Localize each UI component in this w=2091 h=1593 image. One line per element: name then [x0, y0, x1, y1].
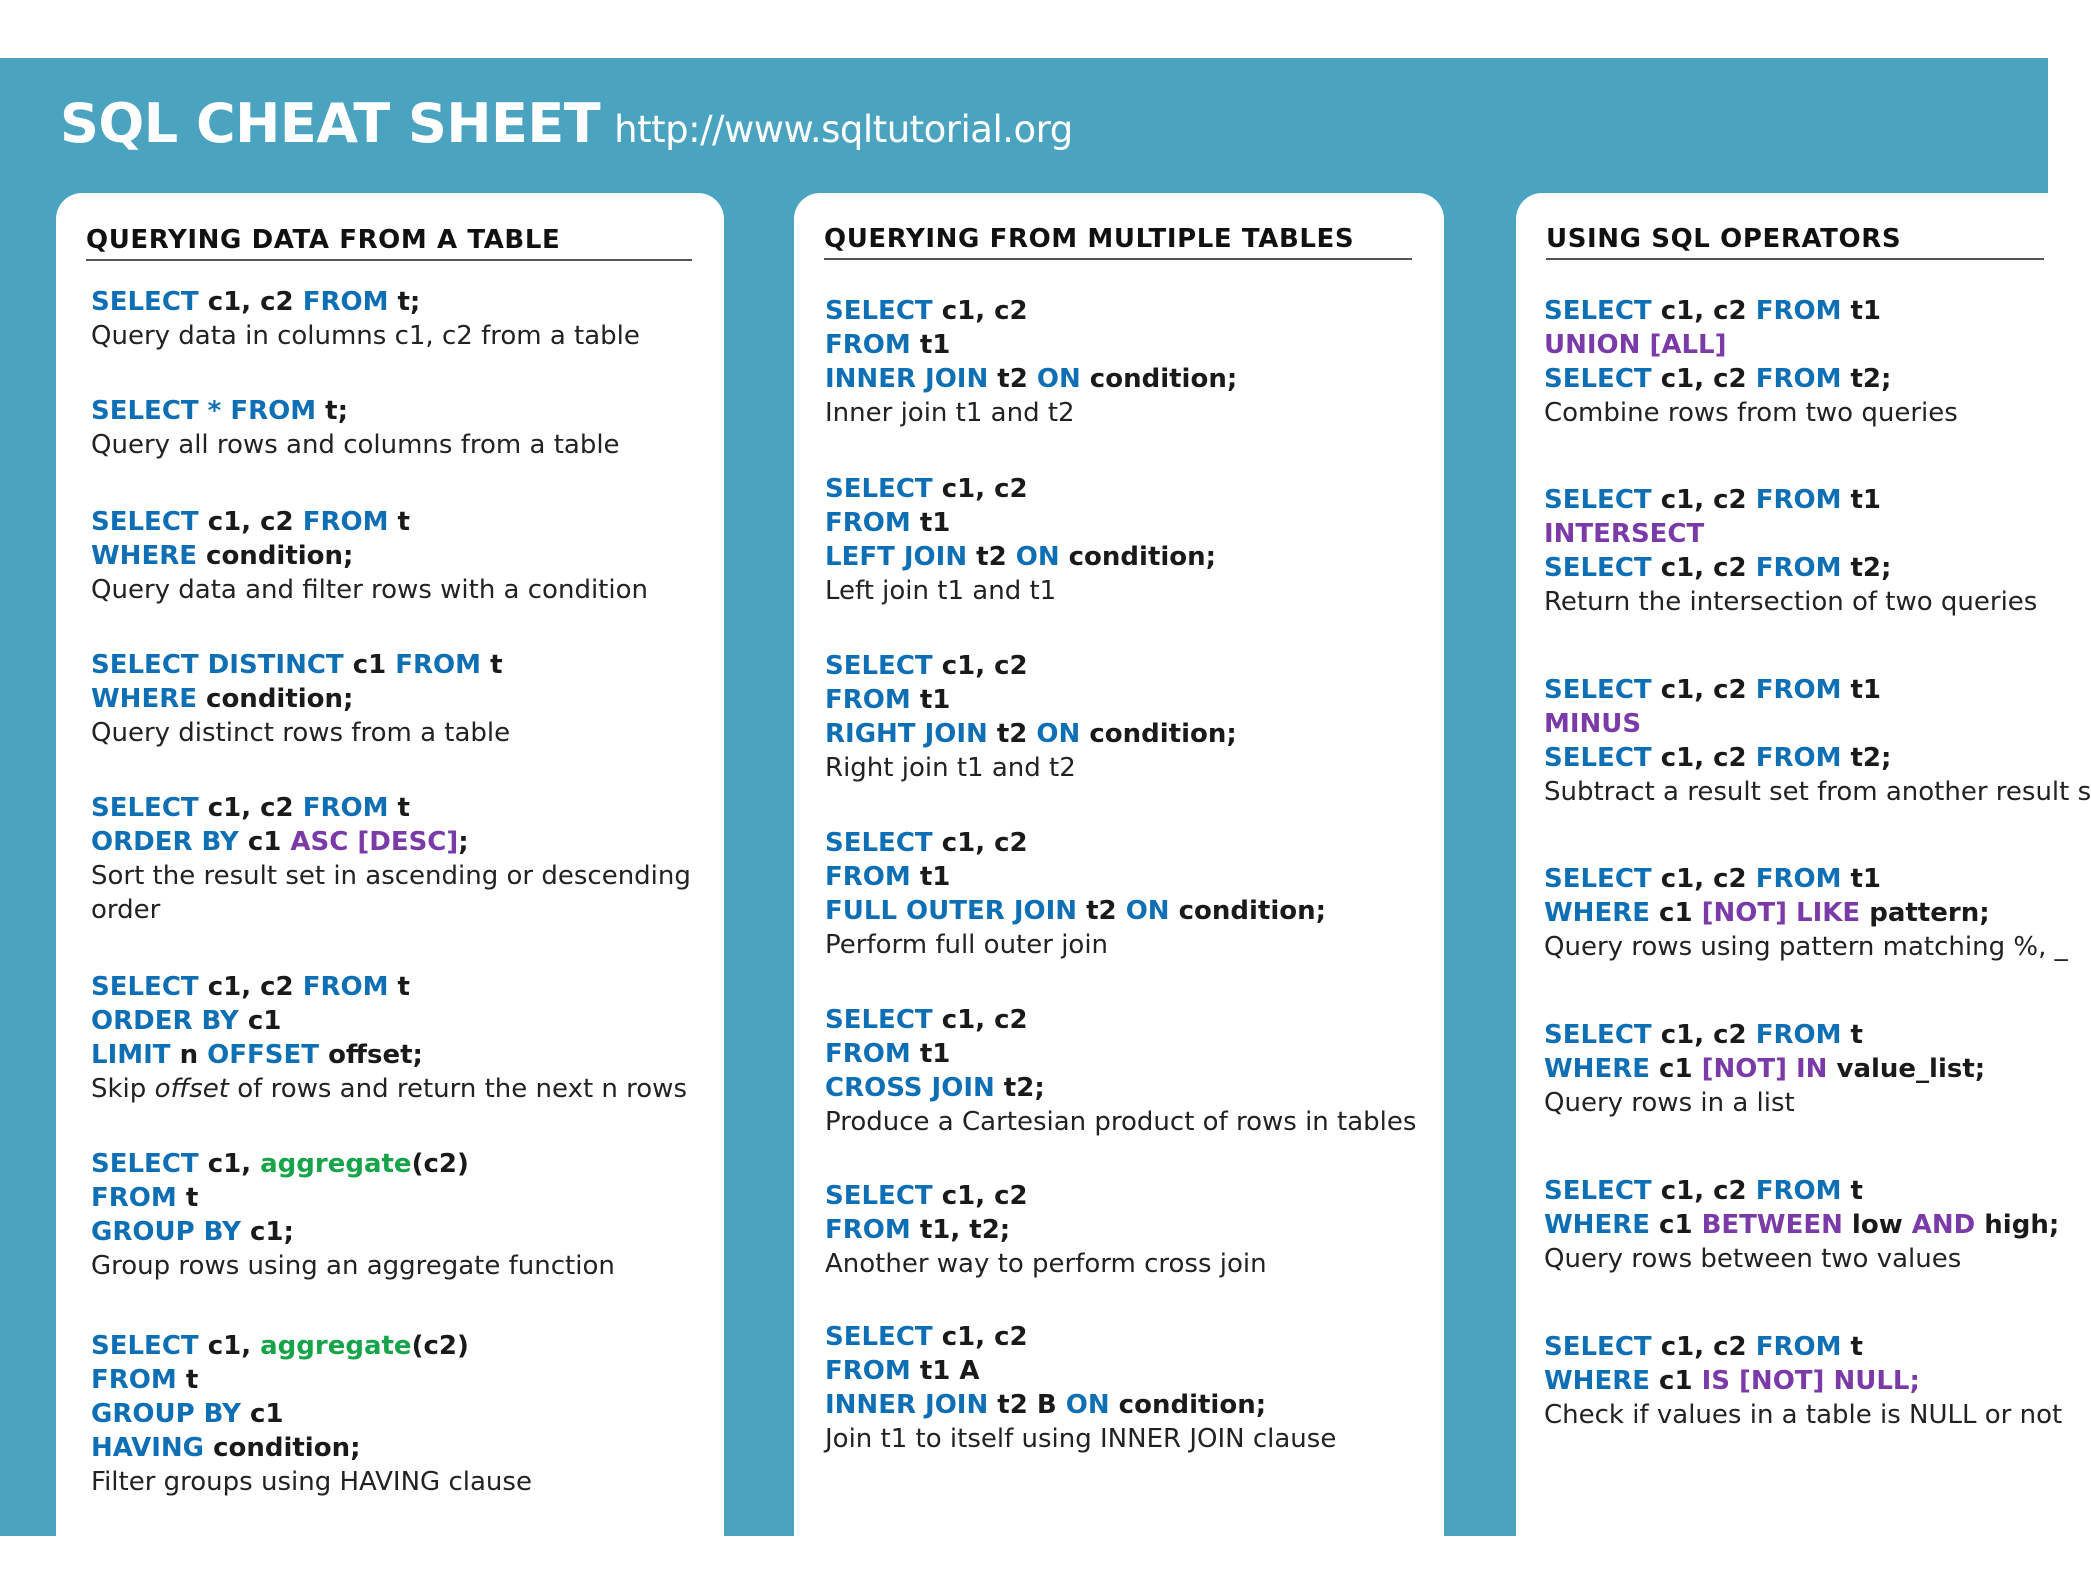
sql-entry — [825, 294, 1237, 430]
sql-entry — [91, 791, 691, 927]
code-keyword: BETWEEN — [1701, 1210, 1843, 1240]
code-keyword: FROM — [1755, 1332, 1842, 1362]
code-keyword: FROM — [395, 650, 482, 680]
code-keyword: WHERE — [91, 541, 197, 571]
code-text: c1, c2 — [1651, 553, 1756, 583]
code-line — [825, 1388, 1336, 1422]
header — [60, 92, 1073, 155]
entry-description: Return the intersection of two queries — [1544, 587, 2038, 617]
sql-entry — [91, 970, 687, 1106]
code-keyword: FROM — [825, 330, 911, 360]
code-text: n — [170, 1040, 208, 1070]
code-line — [825, 683, 1237, 717]
code-keyword: SELECT — [825, 1181, 933, 1211]
entry-description: Sort the result set in ascending or descending — [91, 861, 691, 891]
code-keyword: SELECT — [825, 1005, 933, 1035]
sql-entry — [1544, 294, 1958, 430]
page-title: SQL CHEAT SHEET — [60, 92, 601, 155]
code-text: c1 — [1649, 898, 1702, 928]
panel-multiple-tables — [794, 193, 1444, 1593]
entry-description: Query distinct rows from a table — [91, 718, 511, 748]
code-keyword: SELECT — [825, 1322, 933, 1352]
code-line — [91, 1038, 687, 1072]
code-text: c1, c2 — [1651, 1020, 1756, 1050]
code-keyword: FROM — [302, 507, 389, 537]
code-keyword: FROM — [91, 1183, 177, 1213]
code-line — [1544, 1330, 2062, 1364]
code-keyword: FROM — [1755, 1020, 1842, 1050]
entry-description: Skip offset of rows and return the next n rows — [91, 1074, 687, 1104]
code-text: condition; — [1059, 542, 1217, 572]
code-line — [91, 1004, 687, 1038]
code-text: t1 — [1841, 675, 1882, 705]
code-keyword: LEFT JOIN — [825, 542, 968, 572]
code-text: c1, c2 — [198, 793, 303, 823]
code-keyword: SELECT — [1544, 296, 1652, 326]
code-text: value_list; — [1827, 1054, 1986, 1084]
code-keyword: INNER JOIN — [825, 1390, 989, 1420]
code-text: t; — [388, 287, 421, 317]
code-line — [91, 1215, 615, 1249]
code-text: t2 — [988, 364, 1037, 394]
code-text: c1 — [238, 1006, 282, 1036]
code-line — [825, 472, 1216, 506]
code-line — [825, 1179, 1267, 1213]
code-line — [825, 1071, 1416, 1105]
sql-entry — [1544, 1330, 2062, 1432]
code-line — [825, 506, 1216, 540]
code-keyword: UNION [ALL] — [1544, 330, 1727, 360]
entry-description: Right join t1 and t2 — [825, 753, 1076, 783]
code-line — [1544, 741, 2091, 775]
sql-entry — [825, 472, 1216, 608]
code-line — [825, 328, 1237, 362]
code-text: t2 — [1077, 896, 1126, 926]
code-line — [91, 648, 510, 682]
code-text: c1, — [198, 1149, 261, 1179]
code-text: t — [388, 793, 410, 823]
code-keyword: SELECT — [91, 507, 199, 537]
entry-description: Another way to perform cross join — [825, 1249, 1267, 1279]
code-text: high; — [1975, 1210, 2060, 1240]
code-line — [91, 1181, 615, 1215]
panel-title: QUERYING DATA FROM A TABLE — [86, 225, 692, 261]
code-keyword: SELECT DISTINCT — [91, 650, 344, 680]
code-line — [91, 682, 510, 716]
code-keyword: CROSS JOIN — [825, 1073, 995, 1103]
sql-entry — [1544, 862, 2068, 964]
code-text: c1, c2 — [932, 828, 1028, 858]
code-text: t1 — [1841, 296, 1882, 326]
code-keyword: SELECT — [825, 474, 933, 504]
code-keyword: SELECT — [91, 287, 199, 317]
code-text: t1, t2; — [910, 1215, 1011, 1245]
sql-entry — [1544, 1174, 2059, 1276]
code-line — [1544, 1208, 2059, 1242]
site-url[interactable]: http://www.sqltutorial.org — [614, 108, 1073, 151]
entry-description: Query rows using pattern matching %, _ — [1544, 932, 2068, 962]
code-text: condition; — [196, 684, 354, 714]
code-keyword: ON — [1036, 364, 1081, 394]
code-keyword: SELECT — [91, 972, 199, 1002]
code-text: c1 — [240, 1399, 284, 1429]
code-text: t — [1841, 1020, 1863, 1050]
panel-title: USING SQL OPERATORS — [1546, 224, 2044, 260]
code-keyword: FROM — [825, 1039, 911, 1069]
code-line — [91, 970, 687, 1004]
code-text: t1 — [910, 508, 951, 538]
code-keyword: HAVING — [91, 1433, 205, 1463]
code-keyword: SELECT — [825, 828, 933, 858]
code-keyword: FROM — [1755, 364, 1842, 394]
entry-description: Check if values in a table is NULL or not — [1544, 1400, 2063, 1430]
code-text: t — [1841, 1332, 1863, 1362]
code-keyword: GROUP BY — [91, 1217, 241, 1247]
code-keyword: SELECT — [1544, 1020, 1652, 1050]
code-text: c1, c2 — [1651, 743, 1756, 773]
entry-description: Left join t1 and t1 — [825, 576, 1057, 606]
code-keyword: ON — [1065, 1390, 1110, 1420]
code-text: t1 — [910, 862, 951, 892]
code-keyword: WHERE — [1544, 1366, 1650, 1396]
code-keyword: LIMIT — [91, 1040, 171, 1070]
code-text: c1, c2 — [198, 972, 303, 1002]
code-line — [825, 717, 1237, 751]
code-line — [1544, 862, 2068, 896]
sql-entry — [825, 1179, 1267, 1281]
entry-description: Inner join t1 and t2 — [825, 398, 1075, 428]
code-text: t — [388, 972, 410, 1002]
code-line — [825, 860, 1326, 894]
code-text: c1, c2 — [932, 1181, 1028, 1211]
code-text: (c2) — [411, 1331, 469, 1361]
code-text: condition; — [1109, 1390, 1267, 1420]
code-text: (c2) — [411, 1149, 469, 1179]
code-keyword: ON — [1015, 542, 1060, 572]
top-white-margin — [0, 0, 2048, 58]
code-text: c1, c2 — [932, 651, 1028, 681]
code-text: c1, c2 — [1651, 864, 1756, 894]
code-keyword: [NOT] IN — [1701, 1054, 1828, 1084]
code-line — [825, 649, 1237, 683]
sql-entry — [825, 649, 1237, 785]
code-keyword: SELECT — [1544, 743, 1652, 773]
code-text: condition; — [1169, 896, 1327, 926]
code-text: c1, c2 — [932, 474, 1028, 504]
entry-description: Join t1 to itself using INNER JOIN clause — [825, 1424, 1337, 1454]
code-line — [1544, 328, 1958, 362]
code-line — [1544, 362, 1958, 396]
code-line — [91, 791, 691, 825]
code-keyword: SELECT — [1544, 1176, 1652, 1206]
code-keyword: ON — [1125, 896, 1170, 926]
entry-description-continued: order — [91, 895, 161, 925]
code-text: t — [388, 507, 410, 537]
code-line — [91, 1147, 615, 1181]
code-keyword: INTERSECT — [1544, 519, 1705, 549]
code-text: t1 — [910, 330, 951, 360]
code-text: c1 — [343, 650, 396, 680]
code-text: c1, c2 — [932, 1322, 1028, 1352]
code-text: t — [481, 650, 503, 680]
code-text: c1, c2 — [1651, 296, 1756, 326]
code-keyword: FROM — [1755, 553, 1842, 583]
code-function: aggregate — [260, 1331, 412, 1361]
code-text: c1 — [1649, 1210, 1702, 1240]
code-text: t — [176, 1365, 199, 1395]
code-function: aggregate — [260, 1149, 412, 1179]
sql-entry — [1544, 673, 2091, 809]
code-keyword: SELECT — [91, 1149, 199, 1179]
code-line — [1544, 707, 2091, 741]
entry-description: Combine rows from two queries — [1544, 398, 1958, 428]
sql-entry — [91, 394, 620, 462]
code-keyword: FROM — [302, 972, 389, 1002]
code-keyword: IS [NOT] NULL; — [1701, 1366, 1920, 1396]
code-keyword: SELECT — [1544, 553, 1652, 583]
code-keyword: FROM — [1755, 485, 1842, 515]
code-keyword: SELECT — [825, 651, 933, 681]
sql-entry — [825, 826, 1326, 962]
code-text: condition; — [196, 541, 354, 571]
entry-description: Query rows between two values — [1544, 1244, 1962, 1274]
code-line — [91, 505, 648, 539]
code-line — [825, 826, 1326, 860]
code-line — [1544, 1174, 2059, 1208]
code-keyword: SELECT — [1544, 675, 1652, 705]
code-keyword: FROM — [825, 1215, 911, 1245]
code-keyword: MINUS — [1544, 709, 1642, 739]
code-keyword: FULL OUTER JOIN — [825, 896, 1078, 926]
code-text: t1 — [1841, 864, 1882, 894]
code-keyword: ORDER BY — [91, 827, 239, 857]
code-line — [825, 540, 1216, 574]
code-text: t1 — [910, 1039, 951, 1069]
code-line — [825, 1003, 1416, 1037]
code-keyword: FROM — [825, 1356, 911, 1386]
code-text: t2; — [994, 1073, 1045, 1103]
code-text: c1, c2 — [1651, 1332, 1756, 1362]
code-keyword: FROM — [1755, 296, 1842, 326]
code-keyword: FROM — [1755, 743, 1842, 773]
code-keyword: SELECT — [1544, 485, 1652, 515]
sql-entry — [91, 505, 648, 607]
code-line — [1544, 896, 2068, 930]
code-text: offset; — [319, 1040, 423, 1070]
code-line — [91, 1397, 532, 1431]
entry-description: Query data and filter rows with a condition — [91, 575, 648, 605]
code-text: pattern; — [1860, 898, 1990, 928]
sql-entry — [825, 1003, 1416, 1139]
entry-description: Query data in columns c1, c2 from a table — [91, 321, 640, 351]
code-keyword: FROM — [302, 793, 389, 823]
code-line — [91, 285, 640, 319]
sql-entry — [91, 1329, 532, 1499]
code-keyword: ON — [1036, 719, 1081, 749]
sql-entry — [825, 1320, 1336, 1456]
code-keyword: ASC [DESC] — [290, 827, 459, 857]
code-line — [1544, 483, 2037, 517]
code-keyword: FROM — [825, 508, 911, 538]
sql-entry — [1544, 483, 2037, 619]
code-text: t1 — [1841, 485, 1882, 515]
code-text: c1 — [1649, 1054, 1702, 1084]
code-keyword: FROM — [302, 287, 389, 317]
code-text: condition; — [204, 1433, 361, 1463]
code-line — [825, 1037, 1416, 1071]
code-line — [91, 1329, 532, 1363]
code-line — [825, 362, 1237, 396]
panel-querying-data — [56, 193, 724, 1593]
code-keyword: INNER JOIN — [825, 364, 989, 394]
code-keyword: WHERE — [1544, 1054, 1650, 1084]
sql-entry — [91, 285, 640, 353]
code-line — [825, 294, 1237, 328]
sql-entry — [91, 648, 510, 750]
code-keyword: FROM — [1755, 675, 1842, 705]
code-keyword: SELECT — [91, 793, 199, 823]
code-text: c1 — [238, 827, 291, 857]
code-line — [1544, 294, 1958, 328]
code-text: low — [1842, 1210, 1912, 1240]
code-text: c1 — [1649, 1366, 1702, 1396]
code-text: c1, c2 — [1651, 675, 1756, 705]
code-keyword: SELECT * FROM — [91, 396, 317, 426]
code-line — [1544, 1018, 1985, 1052]
code-line — [825, 1320, 1336, 1354]
code-text: t2 — [967, 542, 1016, 572]
code-keyword: SELECT — [91, 1331, 199, 1361]
entry-description: Group rows using an aggregate function — [91, 1251, 615, 1281]
code-text: condition; — [1080, 719, 1237, 749]
code-line — [1544, 1364, 2062, 1398]
entry-description: Query rows in a list — [1544, 1088, 1795, 1118]
cheat-sheet — [0, 58, 2091, 1536]
code-line — [825, 1213, 1267, 1247]
code-text: t2; — [1841, 743, 1892, 773]
code-text: t — [176, 1183, 199, 1213]
code-line — [91, 1363, 532, 1397]
code-keyword: FROM — [1755, 1176, 1842, 1206]
code-line — [1544, 673, 2091, 707]
code-text: t2; — [1841, 553, 1892, 583]
entry-description: Perform full outer join — [825, 930, 1109, 960]
code-keyword: FROM — [91, 1365, 177, 1395]
code-line — [91, 394, 620, 428]
code-text: c1, c2 — [932, 1005, 1028, 1035]
code-keyword: GROUP BY — [91, 1399, 241, 1429]
code-keyword: AND — [1911, 1210, 1976, 1240]
code-text: c1, c2 — [1651, 364, 1756, 394]
code-line — [1544, 551, 2037, 585]
entry-description: Query all rows and columns from a table — [91, 430, 620, 460]
code-keyword: WHERE — [1544, 898, 1650, 928]
code-keyword: SELECT — [1544, 364, 1652, 394]
code-line — [91, 825, 691, 859]
code-text: c1, c2 — [932, 296, 1028, 326]
entry-description: Filter groups using HAVING clause — [91, 1467, 532, 1497]
code-keyword: WHERE — [1544, 1210, 1650, 1240]
code-text: t2 — [987, 719, 1037, 749]
code-text: c1, — [198, 1331, 261, 1361]
code-text: c1, c2 — [198, 507, 303, 537]
code-text: t; — [316, 396, 348, 426]
entry-description: Produce a Cartesian product of rows in tables — [825, 1107, 1417, 1137]
code-text: c1; — [240, 1217, 294, 1247]
code-keyword: FROM — [825, 862, 911, 892]
code-text: t1 A — [910, 1356, 980, 1386]
code-text: t1 — [910, 685, 951, 715]
code-keyword: FROM — [825, 685, 911, 715]
code-text: ; — [458, 827, 469, 857]
code-line — [1544, 1052, 1985, 1086]
code-text: c1, c2 — [1651, 1176, 1756, 1206]
code-text: t2; — [1841, 364, 1892, 394]
code-line — [91, 539, 648, 573]
panel-title: QUERYING FROM MULTIPLE TABLES — [824, 224, 1412, 260]
code-keyword: FROM — [1755, 864, 1842, 894]
code-line — [825, 894, 1326, 928]
panel-sql-operators — [1516, 193, 2091, 1593]
entry-description: Subtract a result set from another result s — [1544, 777, 2091, 807]
code-keyword: ORDER BY — [91, 1006, 239, 1036]
code-text: c1, c2 — [198, 287, 303, 317]
code-keyword: SELECT — [825, 296, 933, 326]
code-line — [91, 1431, 532, 1465]
code-text: c1, c2 — [1651, 485, 1756, 515]
code-text: t — [1841, 1176, 1863, 1206]
code-keyword: SELECT — [1544, 1332, 1652, 1362]
sql-entry — [91, 1147, 615, 1283]
code-text: condition; — [1080, 364, 1238, 394]
code-keyword: RIGHT JOIN — [825, 719, 988, 749]
code-keyword: OFFSET — [207, 1040, 320, 1070]
code-keyword: [NOT] LIKE — [1701, 898, 1861, 928]
code-line — [825, 1354, 1336, 1388]
code-line — [1544, 517, 2037, 551]
code-keyword: SELECT — [1544, 864, 1652, 894]
code-text: t2 B — [988, 1390, 1066, 1420]
code-keyword: WHERE — [91, 684, 197, 714]
sql-entry — [1544, 1018, 1985, 1120]
